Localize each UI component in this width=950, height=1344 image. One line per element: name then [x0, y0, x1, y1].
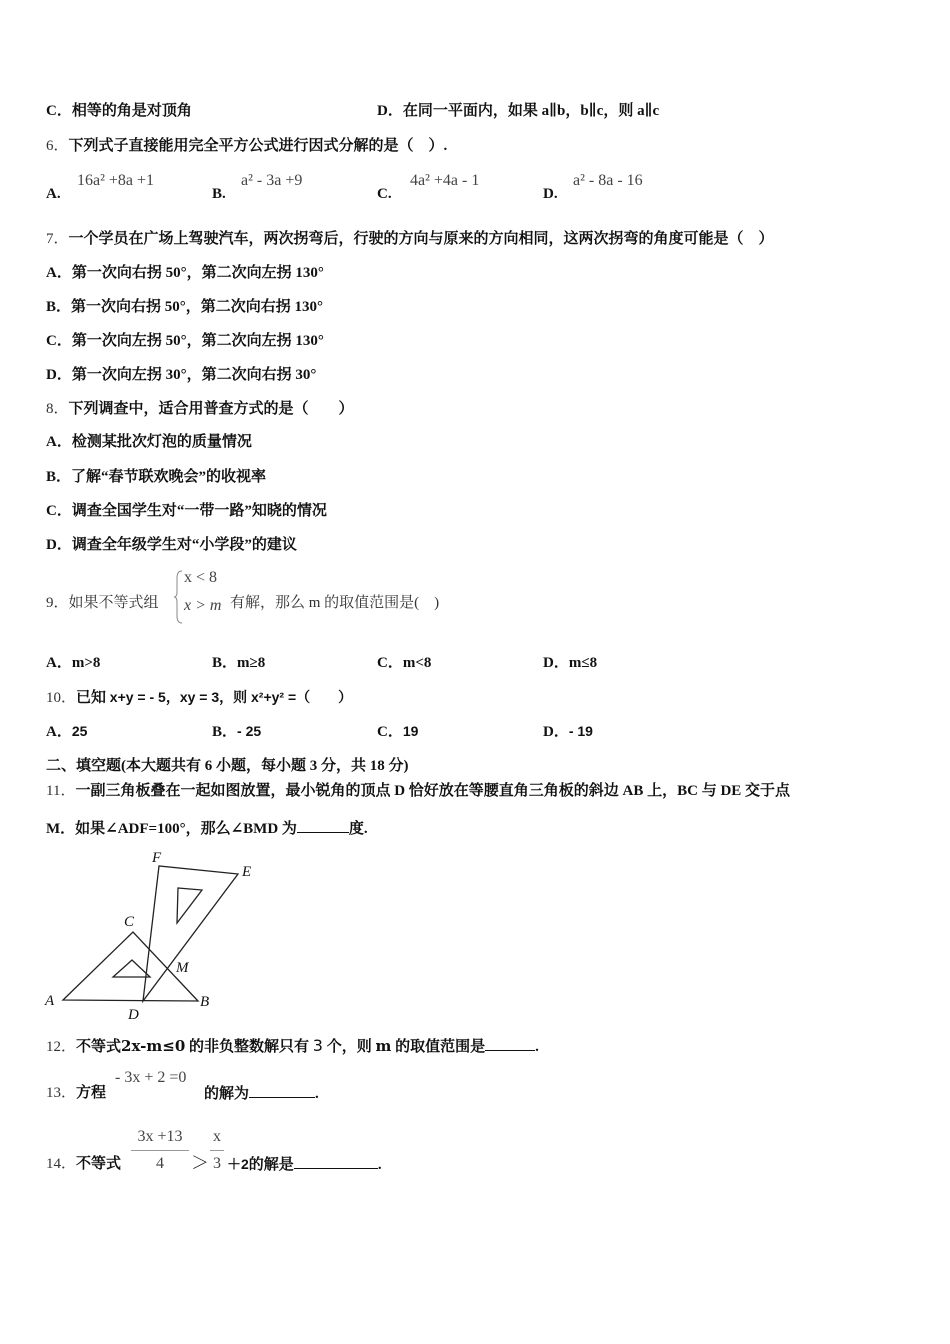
- option-text: 第一次向左拐 50°，第二次向左拐 130°: [71, 333, 324, 349]
- q6-option-b-label: B.: [212, 186, 226, 202]
- question-text: 如果不等式组: [68, 595, 159, 611]
- q7-option-c: [46, 331, 324, 351]
- q9-option-a: A．m>8: [46, 655, 101, 671]
- answer-blank[interactable]: [249, 1083, 315, 1098]
- option-text: 第一次向右拐 50°，第二次向左拐 130°: [71, 265, 324, 281]
- question-number: 12．: [46, 1039, 77, 1055]
- q6-option-c-expr: 4a² +4a - 1: [410, 172, 480, 189]
- fraction-2: x 3: [210, 1128, 224, 1173]
- label-b: B: [200, 994, 210, 1010]
- question-11-line-2: M．如果∠ADF=100°，那么∠BMD 为 度.: [46, 818, 368, 839]
- label-d: D: [128, 1007, 139, 1023]
- q8-option-b: [46, 467, 266, 487]
- q9-option-b: B．m≥8: [212, 655, 266, 671]
- question-14-before: 14．不等式: [46, 1156, 122, 1172]
- option-text: 检测某批次灯泡的质量情况: [71, 434, 252, 450]
- question-number: 11．: [46, 783, 76, 799]
- equation: - 3x + 2 =0: [115, 1069, 187, 1086]
- question-9-stem-after: 有解，那么 m 的取值范围是( ): [230, 595, 440, 611]
- option-label: B．: [46, 469, 72, 485]
- triangle-figure: [40, 845, 270, 1025]
- question-13-after: 的解为 .: [204, 1083, 319, 1104]
- question-number: 7．: [46, 231, 69, 247]
- question-number: 9．: [46, 595, 69, 611]
- question-12: 12．不等式2x-m≤0 的非负整数解只有 3 个，则 m 的取值范围是 .: [46, 1036, 539, 1055]
- question-math: x+y = - 5，xy = 3，则 x²+y² =（ ）: [109, 689, 353, 705]
- q6-option-d-expr: a² - 8a - 16: [573, 172, 643, 189]
- greater-than: ＞: [191, 1153, 209, 1173]
- question-13-before: 13．方程: [46, 1085, 107, 1101]
- question-10-stem: [46, 687, 352, 708]
- question-text: 已知: [76, 690, 107, 706]
- q9-option-d: D．m≤8: [543, 655, 598, 671]
- question-text: 一个学员在广场上驾驶汽车，两次拐弯后，行驶的方向与原来的方向相同，这两次拐弯的角度可能是（ ）: [68, 231, 774, 247]
- question-text: 下列调查中，适合用普查方式的是（ ）: [68, 401, 354, 417]
- q8-option-d: [46, 535, 297, 555]
- q8-option-c: [46, 501, 327, 521]
- triangle-abc-inner: [113, 960, 150, 977]
- label-a: A: [45, 993, 55, 1009]
- q10-option-d: D．- 19: [543, 723, 593, 740]
- fraction-1: 3x +13 4: [131, 1128, 189, 1173]
- question-number: 14．: [46, 1156, 77, 1172]
- question-text: 一副三角板叠在一起如图放置，最小锐角的顶点 D 恰好放在等腰直角三角板的斜边 AB 上，BC 与 DE 交于点: [75, 783, 791, 799]
- system-brace-icon: [174, 570, 184, 624]
- q6-option-d-label: D.: [543, 186, 558, 202]
- system-line-2: x > m: [184, 597, 222, 614]
- question-6-stem: [46, 136, 447, 156]
- q9-option-c: C．m<8: [377, 655, 432, 671]
- option-label: D．: [377, 103, 403, 119]
- option-text: 了解“春节联欢晚会”的收视率: [71, 469, 267, 485]
- q7-option-d: [46, 365, 316, 385]
- system-line-1: x < 8: [184, 569, 218, 586]
- question-number: 10．: [46, 690, 77, 706]
- question-8-stem: [46, 399, 354, 419]
- q5-option-c: [46, 101, 192, 121]
- q10-option-b: B．- 25: [212, 723, 262, 740]
- option-label: D．: [46, 367, 72, 383]
- answer-blank[interactable]: [297, 818, 349, 833]
- section-heading: 二、填空题(本大题共有 6 小题，每小题 3 分，共 18 分): [46, 758, 409, 774]
- q10-option-a: A．25: [46, 723, 88, 740]
- q6-option-a-expr: 16a² +8a +1: [77, 172, 155, 189]
- triangle-dfe: [143, 866, 238, 1001]
- question-14-after: ＋2的解是 .: [227, 1156, 382, 1173]
- option-label: A．: [46, 434, 72, 450]
- triangle-dfe-inner: [177, 888, 202, 923]
- question-number: 6．: [46, 138, 69, 154]
- label-e: E: [242, 864, 252, 880]
- option-text: 第一次向左拐 30°，第二次向右拐 30°: [71, 367, 317, 383]
- q6-option-a-label: A.: [46, 186, 61, 202]
- question-number: 8．: [46, 401, 69, 417]
- option-text: 相等的角是对顶角: [71, 103, 192, 119]
- option-label: C．: [46, 103, 72, 119]
- q6-option-c-label: C.: [377, 186, 392, 202]
- option-label: A．: [46, 265, 72, 281]
- answer-blank[interactable]: [485, 1036, 535, 1051]
- label-m: M: [176, 960, 189, 976]
- option-label: C．: [46, 503, 72, 519]
- option-text: 调查全年级学生对“小学段”的建议: [71, 537, 297, 553]
- q8-option-a: [46, 432, 252, 452]
- option-text: 第一次向右拐 50°，第二次向右拐 130°: [71, 299, 324, 315]
- answer-blank[interactable]: [294, 1154, 378, 1169]
- question-7-stem: [46, 229, 774, 249]
- q7-option-a: [46, 263, 324, 283]
- option-text: 调查全国学生对“一带一路”知晓的情况: [71, 503, 327, 519]
- q10-option-c: C．19: [377, 723, 419, 740]
- option-label: B．: [46, 299, 72, 315]
- label-f: F: [152, 850, 162, 866]
- question-text: 下列式子直接能用完全平方公式进行因式分解的是（ ）.: [68, 138, 448, 154]
- option-label: C．: [46, 333, 72, 349]
- question-9-stem-before: [46, 593, 159, 613]
- question-11-line-1: [46, 781, 790, 801]
- question-number: 13．: [46, 1085, 77, 1101]
- option-label: D．: [46, 537, 72, 553]
- q5-option-d: [377, 101, 659, 121]
- option-text: 在同一平面内，如果 a∥b，b∥c，则 a∥c: [402, 103, 660, 119]
- label-c: C: [124, 914, 135, 930]
- q6-option-b-expr: a² - 3a +9: [241, 172, 303, 189]
- q7-option-b: [46, 297, 323, 317]
